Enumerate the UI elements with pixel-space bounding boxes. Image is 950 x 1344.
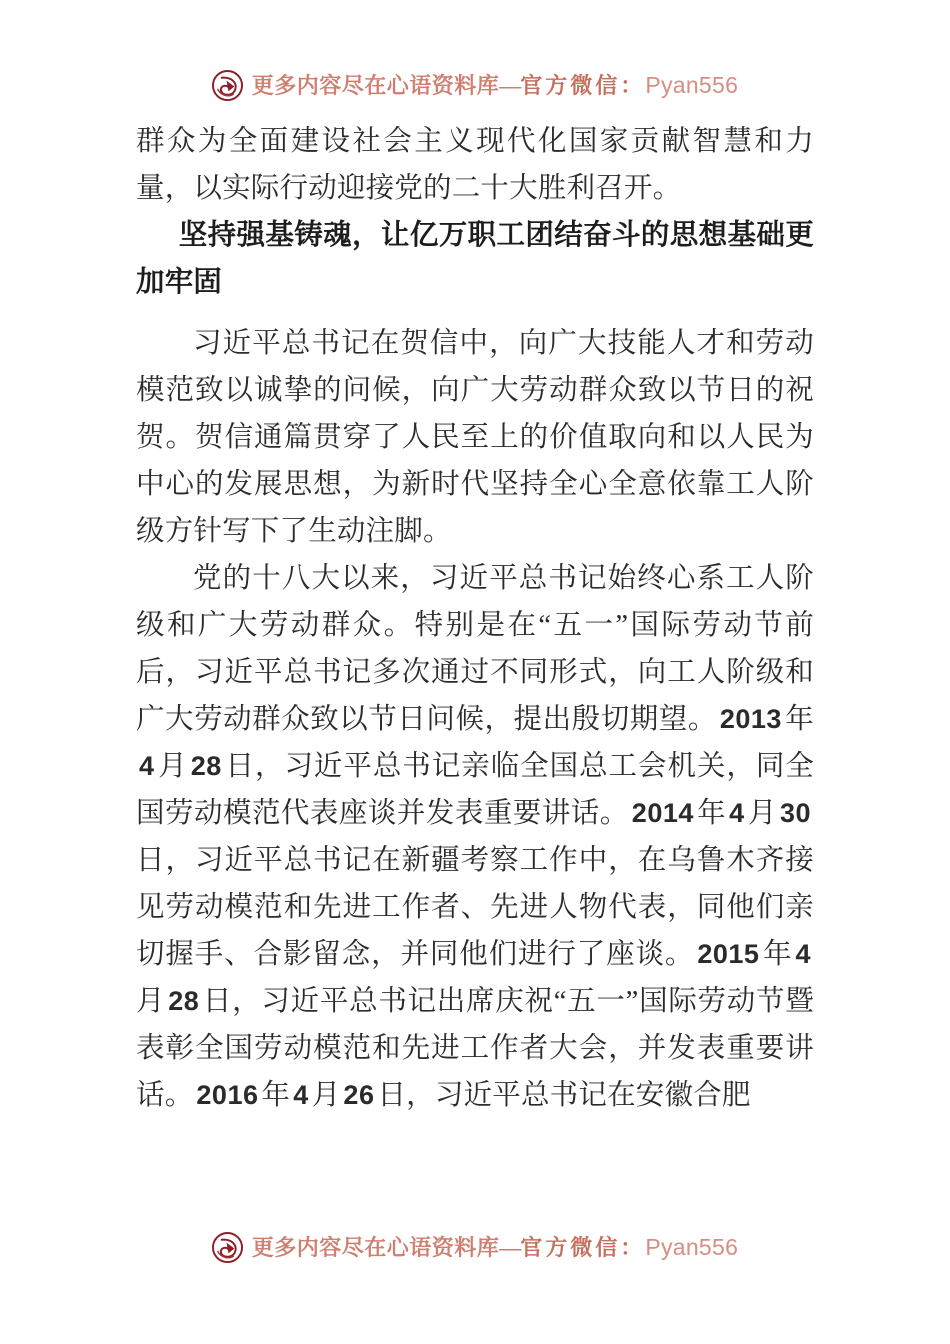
inline-number: 2016 [196, 1080, 259, 1110]
inline-text: 年 [762, 939, 793, 970]
circular-seal-logo-icon [212, 70, 243, 101]
watermark-cn-part1: 更多内容尽在心语资料库 [251, 73, 500, 98]
watermark-text [252, 1236, 738, 1259]
section-heading: 坚持强基铸魂，让亿万职工团结奋斗的思想基础更加牢固 [136, 219, 814, 298]
circular-seal-logo-icon [212, 1232, 243, 1263]
inline-number: 4 [293, 1080, 309, 1110]
inline-text: 党的十八大以来，习近平总书记始终心系工人阶级和广大劳动群众。特别是在“五一”国际劳动节前后，习近平总书记多次通过不同形式，向工人阶级和广大劳动群众致以节日问候，提出殷切期望。 [136, 563, 814, 735]
watermark-footer [0, 1232, 950, 1263]
paragraph-body-2 [136, 555, 814, 1119]
inline-text: 日，习近平总书记亲临全国总工会机关，同全国劳动模范代表座谈并发表重要讲话。 [136, 751, 814, 829]
watermark-dash: — [499, 73, 521, 98]
inline-number: 28 [190, 751, 222, 781]
watermark-cn-part2: 官方微信： [520, 1235, 646, 1260]
inline-text: 年 [784, 704, 814, 735]
inline-number: 4 [795, 939, 811, 969]
watermark-account-id: Pyan556 [645, 1234, 739, 1260]
inline-number: 4 [139, 751, 155, 781]
inline-number: 2015 [697, 939, 760, 969]
inline-text: 日，习近平总书记在新疆考察工作中，在乌鲁木齐接见劳动模范和先进工作者、先进人物代表，同他们亲切握手、合影留念，并同他们进行了座谈。 [136, 845, 814, 970]
inline-number: 4 [729, 798, 745, 828]
inline-number: 2014 [631, 798, 694, 828]
inline-text: 日，习近平总书记出席庆祝“五一”国际劳动节暨表彰全国劳动模范和先进工作者大会，并发表重要讲话。 [136, 986, 814, 1111]
inline-text: 年 [696, 798, 727, 829]
inline-text: 月 [311, 1080, 341, 1111]
inline-number: 2013 [719, 704, 782, 734]
paragraph-body-1: 习近平总书记在贺信中，向广大技能人才和劳动模范致以诚挚的问候，向广大劳动群众致以节日的祝贺。贺信通篇贯穿了人民至上的价值取向和以人民为中心的发展思想，为新时代坚持全心全意依靠工人阶级方针写下了生动注脚。 [136, 328, 814, 547]
inline-number: 28 [168, 986, 200, 1016]
inline-text: 年 [261, 1080, 291, 1111]
watermark-cn-part1: 更多内容尽在心语资料库 [251, 1235, 500, 1260]
inline-text: 日，习近平总书记在安徽合肥 [377, 1080, 751, 1111]
watermark-header [0, 70, 950, 101]
inline-number: 30 [779, 798, 812, 828]
inline-text: 月 [747, 798, 777, 829]
inline-number: 26 [343, 1080, 375, 1110]
watermark-account-id: Pyan556 [645, 72, 739, 98]
inline-text: 月 [157, 751, 188, 782]
document-body [136, 118, 814, 1119]
watermark-text [252, 74, 738, 97]
inline-text: 月 [136, 986, 166, 1017]
watermark-cn-part2: 官方微信： [520, 73, 646, 98]
paragraph-continuation: 群众为全面建设社会主义现代化国家贡献智慧和力量，以实际行动迎接党的二十大胜利召开。 [136, 126, 814, 204]
watermark-dash: — [499, 1235, 521, 1260]
